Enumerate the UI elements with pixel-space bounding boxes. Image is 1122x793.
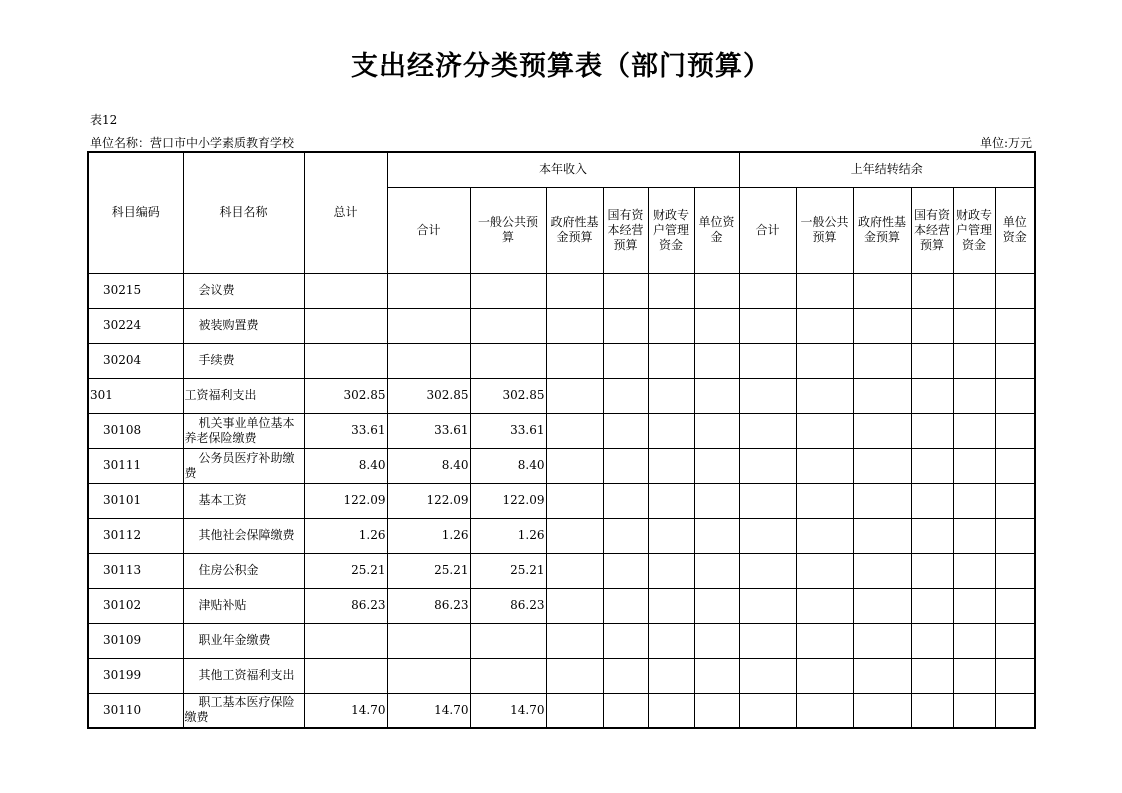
cell-cur-general-text: 8.40 (517, 458, 545, 472)
cell-total (304, 693, 387, 728)
cell-empty (796, 343, 853, 378)
cell-empty (853, 693, 911, 728)
cell-cur-general-text: 86.23 (510, 598, 545, 612)
cell-empty (853, 378, 911, 413)
cell-empty (546, 623, 603, 658)
cell-empty (995, 693, 1035, 728)
cell-empty (546, 588, 603, 623)
cell-empty (911, 553, 953, 588)
cell-empty (739, 413, 796, 448)
cell-empty (995, 413, 1035, 448)
cell-empty (853, 413, 911, 448)
cell-cur-total (387, 308, 470, 343)
cell-empty (995, 448, 1035, 483)
cell-empty (953, 413, 995, 448)
cell-name (183, 413, 304, 448)
cell-code (88, 518, 183, 553)
cell-empty (694, 378, 739, 413)
table-row (88, 308, 1035, 343)
cell-total (304, 518, 387, 553)
cell-empty (796, 378, 853, 413)
cell-cur-general (470, 308, 546, 343)
budget-table (87, 151, 1036, 729)
cell-empty (603, 413, 648, 448)
cell-code (88, 343, 183, 378)
cell-name (183, 378, 304, 413)
header-total: 总计 (304, 152, 387, 273)
cell-code (88, 378, 183, 413)
cell-total (304, 658, 387, 693)
cell-empty (739, 273, 796, 308)
cell-empty (853, 658, 911, 693)
cell-cur-total (387, 483, 470, 518)
cell-total-text: 302.85 (343, 388, 386, 402)
cell-cur-total (387, 378, 470, 413)
cell-code-text: 301 (90, 388, 113, 402)
cell-total-text: 1.26 (358, 528, 386, 542)
cell-empty (648, 448, 694, 483)
header-name: 科目名称 (183, 152, 304, 273)
cell-empty (546, 518, 603, 553)
cell-cur-general (470, 623, 546, 658)
cell-code (88, 693, 183, 728)
cell-total (304, 623, 387, 658)
cell-empty (995, 518, 1035, 553)
cell-cur-total-text: 86.23 (434, 598, 469, 612)
cell-total-text: 86.23 (351, 598, 386, 612)
cell-total (304, 588, 387, 623)
table-number: 表12 (90, 113, 118, 127)
cell-empty (853, 588, 911, 623)
cell-code-text: 30112 (103, 528, 142, 542)
cell-cur-general-text: 302.85 (502, 388, 545, 402)
cell-code-text: 30215 (103, 283, 142, 297)
cell-code (88, 623, 183, 658)
cell-code-text: 30111 (103, 458, 142, 472)
cell-empty (546, 343, 603, 378)
table-row (88, 413, 1035, 448)
cell-name-text: 津贴补贴 (198, 598, 247, 612)
cell-name-text: 基本工资 (198, 493, 247, 507)
cell-cur-general (470, 518, 546, 553)
cell-code (88, 413, 183, 448)
cell-cur-total-text: 122.09 (426, 493, 469, 507)
cell-empty (953, 658, 995, 693)
cell-cur-general-text: 14.70 (510, 702, 545, 717)
cell-cur-general (470, 413, 546, 448)
cell-empty (739, 343, 796, 378)
header-prior-general: 一般公共预算 (796, 187, 853, 273)
cell-empty (694, 448, 739, 483)
cell-empty (694, 308, 739, 343)
cell-empty (694, 483, 739, 518)
cell-empty (953, 518, 995, 553)
cell-empty (995, 483, 1035, 518)
table-row (88, 623, 1035, 658)
cell-cur-general-text: 122.09 (502, 493, 545, 507)
cell-cur-general-text: 25.21 (510, 563, 545, 577)
cell-code-text: 30102 (103, 598, 142, 612)
cell-empty (546, 273, 603, 308)
cell-cur-total-text: 302.85 (426, 388, 469, 402)
cell-name-text: 职工基本医疗保险缴费 (184, 695, 295, 725)
cell-code (88, 273, 183, 308)
header-cur-fund: 政府性基金预算 (546, 187, 603, 273)
table-row (88, 588, 1035, 623)
cell-empty (911, 623, 953, 658)
cell-empty (853, 273, 911, 308)
cell-name (183, 693, 304, 728)
page-title: 支出经济分类预算表（部门预算） (351, 51, 771, 82)
cell-empty (911, 518, 953, 553)
cell-name-text: 机关事业单位基本养老保险缴费 (184, 415, 295, 445)
cell-empty (796, 273, 853, 308)
header-cur-state-capital: 国有资本经营预算 (603, 187, 648, 273)
cell-cur-general (470, 483, 546, 518)
cell-cur-general-text: 33.61 (510, 423, 545, 437)
cell-empty (911, 588, 953, 623)
cell-cur-total (387, 693, 470, 728)
cell-name-text: 手续费 (198, 353, 235, 367)
cell-empty (953, 378, 995, 413)
cell-cur-general (470, 658, 546, 693)
cell-code-text: 30199 (103, 668, 142, 682)
cell-name-text: 会议费 (198, 283, 235, 297)
header-prior-state-capital: 国有资本经营预算 (911, 187, 953, 273)
header-prior-special-account: 财政专户管理资金 (953, 187, 995, 273)
cell-empty (995, 273, 1035, 308)
cell-empty (603, 693, 648, 728)
cell-cur-total (387, 448, 470, 483)
header-cur-special-account: 财政专户管理资金 (648, 187, 694, 273)
cell-empty (796, 483, 853, 518)
cell-empty (796, 693, 853, 728)
cell-cur-general (470, 378, 546, 413)
cell-empty (796, 308, 853, 343)
cell-empty (694, 658, 739, 693)
cell-empty (995, 623, 1035, 658)
cell-empty (739, 623, 796, 658)
cell-code (88, 448, 183, 483)
cell-empty (603, 273, 648, 308)
cell-name-text: 职业年金缴费 (198, 633, 271, 647)
header-prior-unit-funds: 单位资金 (995, 187, 1035, 273)
cell-total (304, 378, 387, 413)
cell-empty (953, 308, 995, 343)
cell-name (183, 623, 304, 658)
cell-empty (796, 623, 853, 658)
cell-empty (603, 623, 648, 658)
cell-code (88, 308, 183, 343)
cell-name (183, 588, 304, 623)
table-row (88, 693, 1035, 728)
cell-empty (796, 588, 853, 623)
cell-cur-total (387, 588, 470, 623)
cell-cur-total-text: 33.61 (434, 423, 469, 437)
cell-code-text: 30109 (103, 633, 142, 647)
cell-empty (953, 623, 995, 658)
cell-name (183, 308, 304, 343)
cell-empty (953, 553, 995, 588)
cell-empty (911, 658, 953, 693)
cell-empty (911, 378, 953, 413)
cell-total (304, 413, 387, 448)
cell-total (304, 308, 387, 343)
cell-empty (911, 693, 953, 728)
cell-empty (603, 658, 648, 693)
cell-cur-total (387, 413, 470, 448)
cell-empty (648, 273, 694, 308)
cell-empty (739, 518, 796, 553)
header-cur-total: 合计 (387, 187, 470, 273)
cell-total-text: 14.70 (351, 702, 386, 717)
cell-empty (648, 693, 694, 728)
cell-empty (853, 518, 911, 553)
cell-code-text: 30204 (103, 353, 142, 367)
cell-empty (603, 378, 648, 413)
cell-empty (546, 378, 603, 413)
money-unit: 单位:万元 (979, 136, 1032, 150)
cell-code-text: 30110 (103, 702, 142, 717)
cell-empty (995, 553, 1035, 588)
cell-code-text: 30108 (103, 423, 142, 437)
header-prior-fund: 政府性基金预算 (853, 187, 911, 273)
cell-total (304, 448, 387, 483)
table-row (88, 483, 1035, 518)
cell-code (88, 553, 183, 588)
cell-empty (796, 448, 853, 483)
cell-name (183, 518, 304, 553)
cell-empty (648, 378, 694, 413)
cell-cur-general (470, 448, 546, 483)
cell-empty (853, 483, 911, 518)
cell-empty (694, 623, 739, 658)
header-code: 科目编码 (88, 152, 183, 273)
header-current-income: 本年收入 (387, 152, 739, 187)
cell-empty (648, 343, 694, 378)
cell-code (88, 483, 183, 518)
cell-empty (953, 448, 995, 483)
cell-empty (603, 343, 648, 378)
cell-empty (953, 343, 995, 378)
cell-empty (603, 448, 648, 483)
header-prior-carryover: 上年结转结余 (739, 152, 1035, 187)
cell-empty (546, 448, 603, 483)
cell-cur-general (470, 588, 546, 623)
table-row (88, 518, 1035, 553)
cell-cur-general-text: 1.26 (517, 528, 545, 542)
cell-empty (995, 343, 1035, 378)
cell-empty (546, 658, 603, 693)
cell-empty (853, 553, 911, 588)
cell-empty (648, 308, 694, 343)
cell-empty (648, 623, 694, 658)
cell-cur-general (470, 343, 546, 378)
cell-empty (953, 693, 995, 728)
cell-total (304, 273, 387, 308)
cell-empty (546, 553, 603, 588)
cell-cur-total (387, 658, 470, 693)
cell-empty (546, 693, 603, 728)
cell-empty (796, 658, 853, 693)
cell-empty (995, 378, 1035, 413)
table-row (88, 273, 1035, 308)
cell-empty (853, 343, 911, 378)
cell-empty (739, 448, 796, 483)
cell-empty (995, 308, 1035, 343)
cell-name (183, 483, 304, 518)
table-row (88, 343, 1035, 378)
cell-code-text: 30101 (103, 493, 142, 507)
cell-total-text: 33.61 (351, 423, 386, 437)
cell-total (304, 343, 387, 378)
cell-cur-total-text: 1.26 (441, 528, 469, 542)
cell-empty (694, 413, 739, 448)
cell-empty (648, 553, 694, 588)
cell-empty (546, 413, 603, 448)
cell-name-text: 公务员医疗补助缴费 (184, 450, 295, 480)
cell-empty (739, 658, 796, 693)
cell-cur-total-text: 8.40 (441, 458, 469, 472)
cell-code (88, 658, 183, 693)
cell-code-text: 30113 (103, 563, 142, 577)
cell-empty (694, 273, 739, 308)
cell-empty (911, 308, 953, 343)
cell-empty (603, 483, 648, 518)
cell-empty (648, 483, 694, 518)
cell-empty (911, 343, 953, 378)
cell-empty (995, 588, 1035, 623)
cell-name-text: 其他工资福利支出 (198, 668, 295, 682)
cell-empty (796, 553, 853, 588)
cell-total-text: 8.40 (358, 458, 386, 472)
cell-empty (739, 588, 796, 623)
table-row (88, 658, 1035, 693)
cell-cur-total (387, 343, 470, 378)
cell-empty (739, 378, 796, 413)
cell-empty (995, 658, 1035, 693)
cell-empty (694, 693, 739, 728)
cell-total-text: 25.21 (351, 563, 386, 577)
cell-cur-general (470, 273, 546, 308)
unit-name: 单位名称：营口市中小学素质教育学校 (90, 136, 295, 150)
cell-empty (648, 413, 694, 448)
cell-name-text: 工资福利支出 (184, 388, 257, 402)
cell-total (304, 553, 387, 588)
cell-empty (739, 553, 796, 588)
cell-empty (853, 623, 911, 658)
cell-empty (911, 273, 953, 308)
cell-cur-total-text: 14.70 (434, 702, 469, 717)
cell-empty (546, 483, 603, 518)
cell-empty (953, 588, 995, 623)
cell-cur-total (387, 553, 470, 588)
cell-total-text: 122.09 (343, 493, 386, 507)
cell-empty (911, 448, 953, 483)
table-row (88, 448, 1035, 483)
cell-empty (739, 308, 796, 343)
cell-name-text: 其他社会保障缴费 (198, 528, 295, 542)
cell-empty (796, 413, 853, 448)
cell-empty (694, 343, 739, 378)
cell-cur-total-text: 25.21 (434, 563, 469, 577)
cell-empty (739, 693, 796, 728)
cell-cur-total (387, 518, 470, 553)
cell-name (183, 658, 304, 693)
cell-name (183, 448, 304, 483)
cell-empty (953, 483, 995, 518)
cell-empty (603, 553, 648, 588)
cell-total (304, 483, 387, 518)
cell-code-text: 30224 (103, 318, 142, 332)
cell-empty (853, 448, 911, 483)
cell-code (88, 588, 183, 623)
cell-name (183, 553, 304, 588)
cell-cur-general (470, 553, 546, 588)
cell-empty (694, 588, 739, 623)
header-prior-total: 合计 (739, 187, 796, 273)
cell-empty (648, 588, 694, 623)
cell-empty (694, 553, 739, 588)
cell-empty (648, 658, 694, 693)
cell-empty (603, 518, 648, 553)
cell-empty (911, 413, 953, 448)
header-cur-general: 一般公共预算 (470, 187, 546, 273)
cell-name (183, 343, 304, 378)
cell-empty (953, 273, 995, 308)
cell-empty (739, 483, 796, 518)
cell-empty (694, 518, 739, 553)
header-cur-unit-funds: 单位资金 (694, 187, 739, 273)
table-row (88, 378, 1035, 413)
cell-empty (853, 308, 911, 343)
cell-empty (796, 518, 853, 553)
cell-empty (603, 308, 648, 343)
cell-name-text: 被装购置费 (198, 318, 259, 332)
cell-empty (546, 308, 603, 343)
cell-empty (911, 483, 953, 518)
cell-cur-total (387, 273, 470, 308)
cell-name-text: 住房公积金 (198, 563, 259, 577)
cell-empty (648, 518, 694, 553)
cell-name (183, 273, 304, 308)
table-row (88, 553, 1035, 588)
cell-cur-total (387, 623, 470, 658)
cell-cur-general (470, 693, 546, 728)
cell-empty (603, 588, 648, 623)
